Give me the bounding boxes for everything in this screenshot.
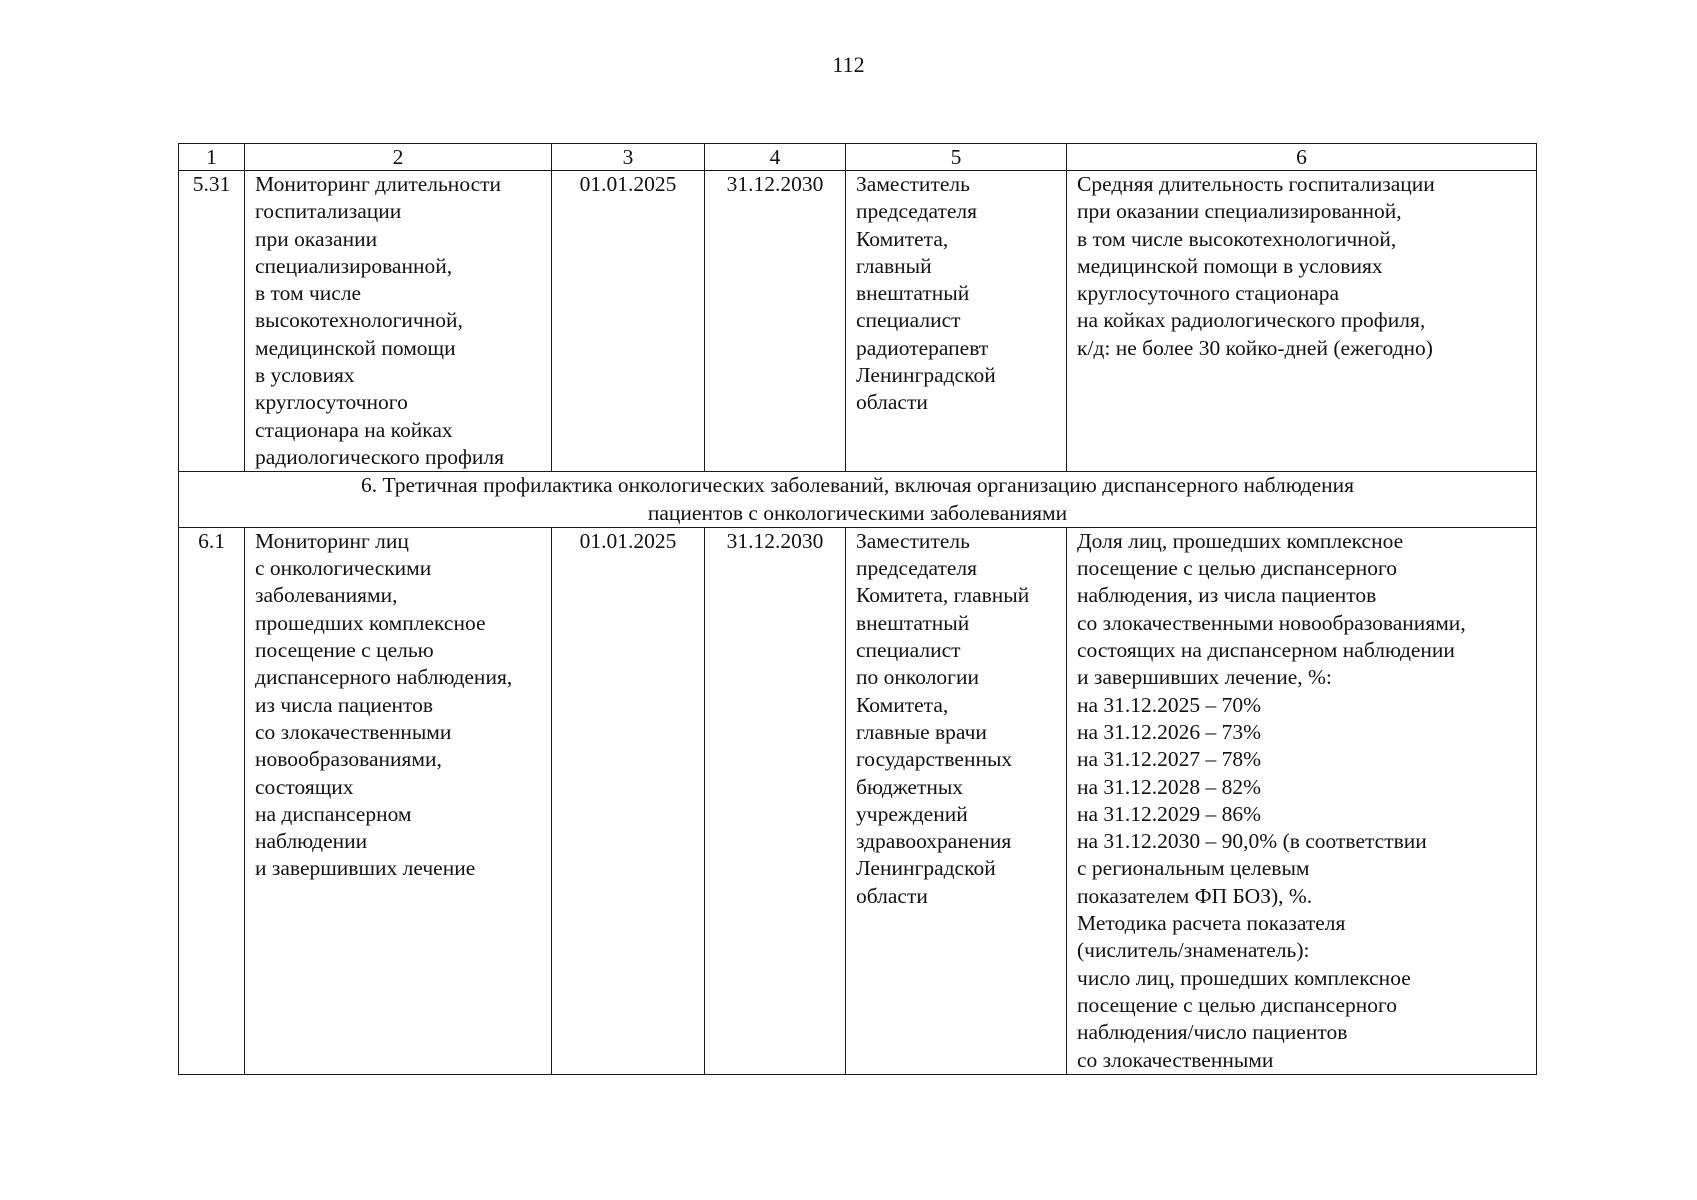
end-date-cell: 31.12.2030 bbox=[705, 527, 846, 1074]
event-cell: Мониторинг длительности госпитализации при оказании специализированной, в том числе высокотехнологичной, медицинской помощи в условиях круглосуточного стационара на койках радиологического профиля bbox=[245, 171, 552, 472]
start-date-cell: 01.01.2025 bbox=[552, 527, 705, 1074]
responsible-cell: Заместитель председателя Комитета, главный внештатный специалист по онкологии Комитета, главные врачи государственных бюджетных учреждений здравоохранения Ленинградской области bbox=[846, 527, 1067, 1074]
start-date-cell: 01.01.2025 bbox=[552, 171, 705, 472]
table-header-row bbox=[179, 144, 1537, 171]
header-col-3: 3 bbox=[552, 144, 705, 171]
header-col-4: 4 bbox=[705, 144, 846, 171]
table-row bbox=[179, 527, 1537, 1074]
header-col-5: 5 bbox=[846, 144, 1067, 171]
section-heading: 6. Третичная профилактика онкологических заболеваний, включая организацию диспансерного наблюдения пациентов с онкологическими заболеваниями bbox=[179, 472, 1537, 528]
end-date-cell: 31.12.2030 bbox=[705, 171, 846, 472]
table-row bbox=[179, 171, 1537, 472]
header-col-6: 6 bbox=[1067, 144, 1537, 171]
row-number: 6.1 bbox=[179, 527, 245, 1074]
plan-table bbox=[178, 143, 1537, 1075]
section-heading-row bbox=[179, 472, 1537, 528]
header-col-2: 2 bbox=[245, 144, 552, 171]
result-cell: Средняя длительность госпитализации при оказании специализированной, в том числе высокотехнологичной, медицинской помощи в условиях круглосуточного стационара на койках радиологического профиля, к/д: не более 30 койко-дней (ежегодно) bbox=[1067, 171, 1537, 472]
responsible-cell: Заместитель председателя Комитета, главный внештатный специалист радиотерапевт Ленинградской области bbox=[846, 171, 1067, 472]
result-cell: Доля лиц, прошедших комплексное посещение с целью диспансерного наблюдения, из числа пациентов со злокачественными новообразованиями, состоящих на диспансерном наблюдении и завершивших лечение, %: на 31.12.2025 – 70% на 31.12.2026 – 73% на 31.12.2027 – 78% на 31.12.2028 – 82% на 31.12.2029 – 86% на 31.12.2030 – 90,0% (в соответствии с региональным целевым показателем ФП БОЗ), %. Методика расчета показателя (числитель/знаменатель): число лиц, прошедших комплексное посещение с целью диспансерного наблюдения/число пациентов со злокачественными bbox=[1067, 527, 1537, 1074]
page-number: 112 bbox=[832, 52, 865, 77]
row-number: 5.31 bbox=[179, 171, 245, 472]
event-cell: Мониторинг лиц с онкологическими заболеваниями, прошедших комплексное посещение с целью диспансерного наблюдения, из числа пациентов со злокачественными новообразованиями, состоящих на диспансерном наблюдении и завершивших лечение bbox=[245, 527, 552, 1074]
header-col-1: 1 bbox=[179, 144, 245, 171]
